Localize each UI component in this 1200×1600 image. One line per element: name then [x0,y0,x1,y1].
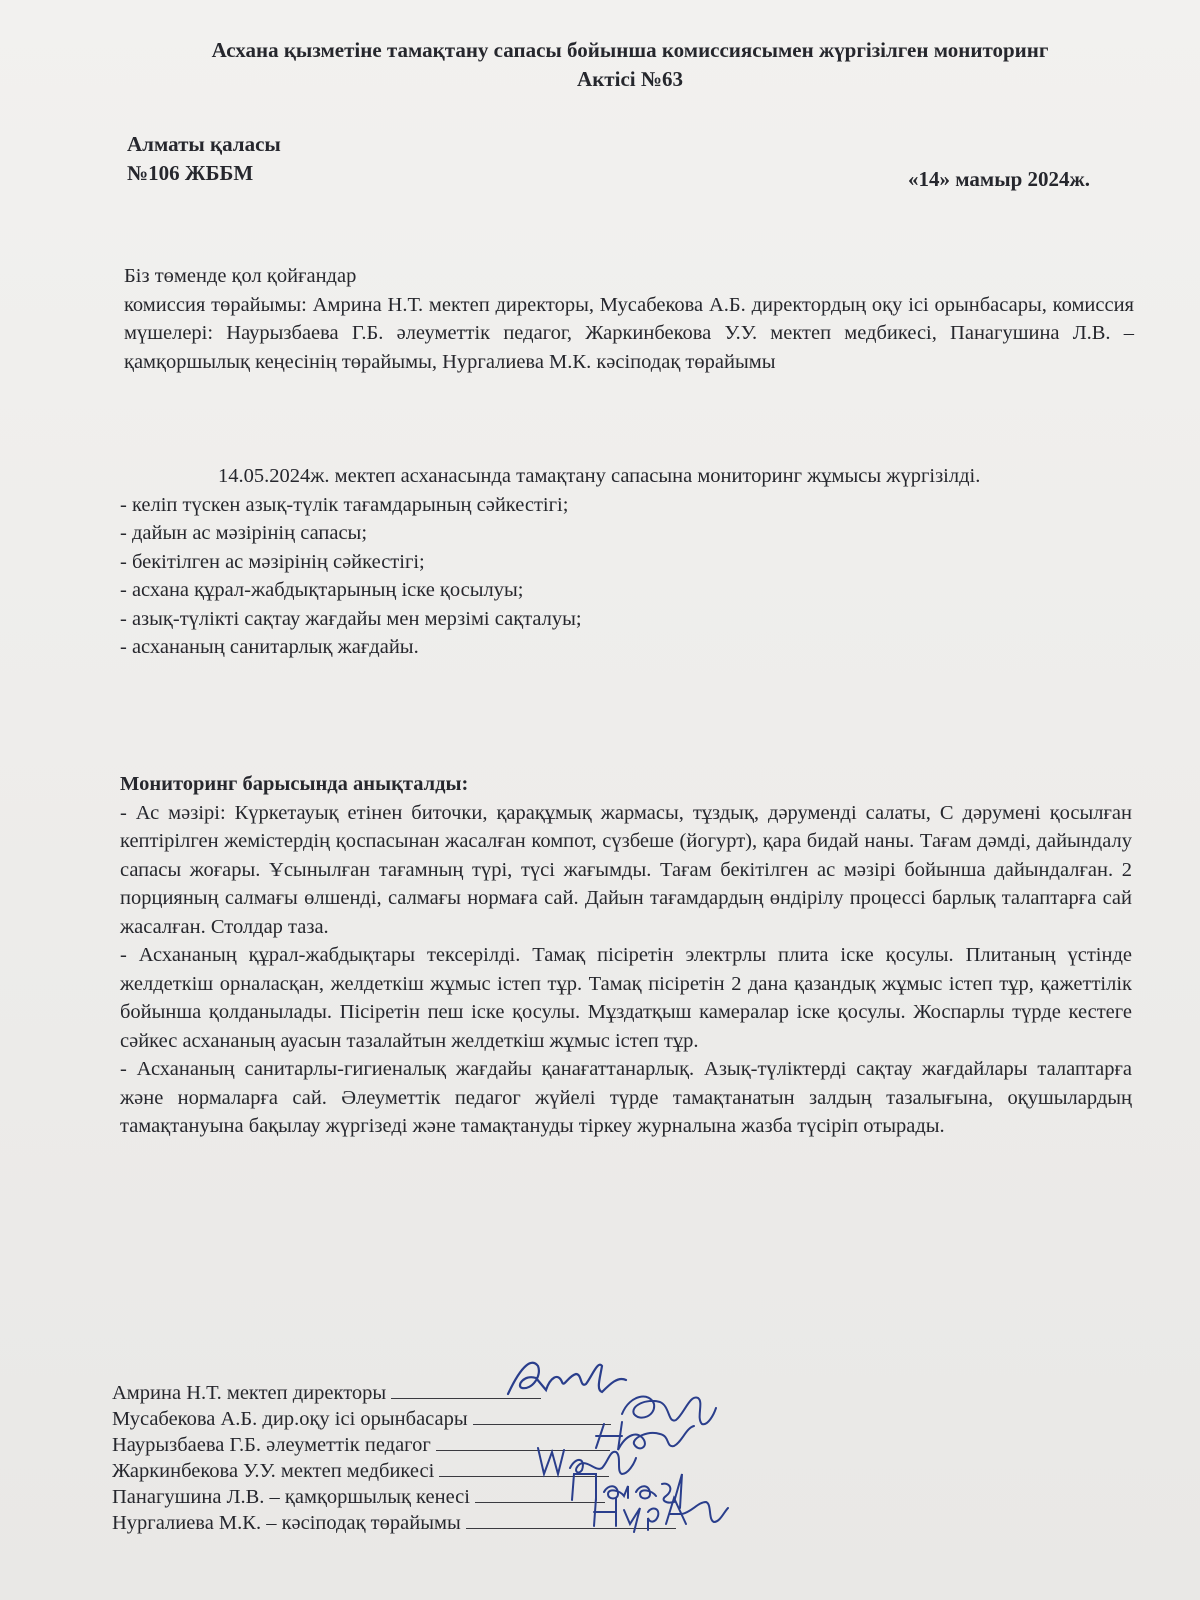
monitoring-item: - азық-түлікті сақтау жағдайы мен мерзімі сақталуы; [120,607,582,630]
signature-handwriting [582,1488,732,1536]
monitoring-item: - асхананың санитарлық жағдайы. [120,636,419,658]
monitoring-section [120,462,1132,662]
school-label: №106 ЖББМ [127,161,254,185]
signature-row [112,1406,812,1432]
monitoring-item: - асхана құрал-жабдықтарының іске қосылуы; [120,579,524,601]
document-title [120,36,1140,94]
findings-paragraph: - Ас мәзірі: Күркетауық етінен биточки, қарақұмық жармасы, тұздық, дәруменді салаты, С дәрумені қосылған кептірілген жемістердің қоспасынан жасалған компот, сүзбеше (йогурт), қара бидай наны. Тағам дәмді, дайындалу сапасы жоғары. Ұсынылған тағамның түрі, түсі жағымды. Тағам бекітілген ас мәзірі бойынша дайындалған. 2 порцияның салмағы өлшенді, салмағы нормаға сай. Дайын тағамдардың өндірілу процессі барлық талаптарға сай жасалған. Столдар таза. [120,801,1132,938]
monitoring-item: - бекітілген ас мәзірінің сәйкестігі; [120,550,425,573]
signatory-label: Наурызбаева Г.Б. әлеуметтік педагог [112,1434,431,1456]
document-date: «14» мамыр 2024ж. [908,167,1091,191]
signature-row [112,1432,812,1458]
monitoring-item: - дайын ас мәзірінің сапасы; [120,522,368,544]
title-line-1: Асхана қызметіне тамақтану сапасы бойынша комиссиясымен жүргізілген мониторинг [211,38,1049,62]
signatory-label: Амрина Н.Т. мектеп директоры [112,1382,387,1404]
signatory-label: Нургалиева М.К. – кәсіподақ төрайымы [112,1512,461,1534]
signature-row [112,1510,812,1536]
findings-heading: Мониторинг барысында анықталды: [120,773,469,795]
commission-members-text: комиссия төрайымы: Амрина Н.Т. мектеп директоры, Мусабекова А.Б. директордың оқу ісі орынбасары, комиссия мүшелері: Наурызбаева Г.Б. әлеуметтік педагог, Жаркинбекова У.У. мектеп медбикесі, Панагушина Л.В. – қамқоршылық кеңесінің төрайымы, Нургалиева М.К. кәсіподақ төрайымы [124,293,1134,373]
intro-section [124,262,1134,376]
signature-row [112,1458,812,1484]
findings-section [120,770,1132,1141]
signatory-label: Панагушина Л.В. – қамқоршылық кенесі [112,1486,470,1508]
findings-paragraph: - Асхананың санитарлы-гигиеналық жағдайы қанағаттанарлық. Азық-түліктерді сақтау жағдайлары талаптарға және нормаларға сай. Әлеуметтік педагог жүйелі түрде тамақтанатын залдың тазалығына, оқушылардың тамақтануына бақылау жүргізеді және тамақтануды тіркеу журналына жазба түсіріп отырады. [120,1058,1132,1137]
monitoring-item: - келіп түскен азық-түлік тағамдарының сәйкестігі; [120,493,569,516]
findings-paragraph: - Асхананың құрал-жабдықтары тексерілді. Тамақ пісіретін электрлы плита іске қосулы. Плитаның үстінде желдеткіш орналасқан, желдеткіш жұмыс істеп тұр. Тамақ пісіретін 2 дана қазандық жұмыс істеп тұр, қажеттілік бойынша қолданылады. Пісіретін пеш іске қосулы. Мұздатқыш камералар іске қосулы. Жоспарлы түрде кестеге сәйкес асхананың ауасын тазалайтын желдеткіш жұмыс істеп тұр. [120,944,1132,1052]
signature-block [112,1380,812,1536]
signatory-label: Мусабекова А.Б. дир.оқу ісі орынбасары [112,1408,468,1430]
city-label: Алматы қаласы [127,132,281,156]
title-line-2: Актісі №63 [577,67,683,91]
document-meta [127,130,281,188]
intro-line: Біз төменде қол қойғандар [124,265,357,287]
signatory-label: Жаркинбекова У.У. мектеп медбикесі [112,1460,435,1482]
monitoring-statement: 14.05.2024ж. мектеп асханасында тамақтану сапасына мониторинг жұмысы жүргізілді. [218,465,981,487]
